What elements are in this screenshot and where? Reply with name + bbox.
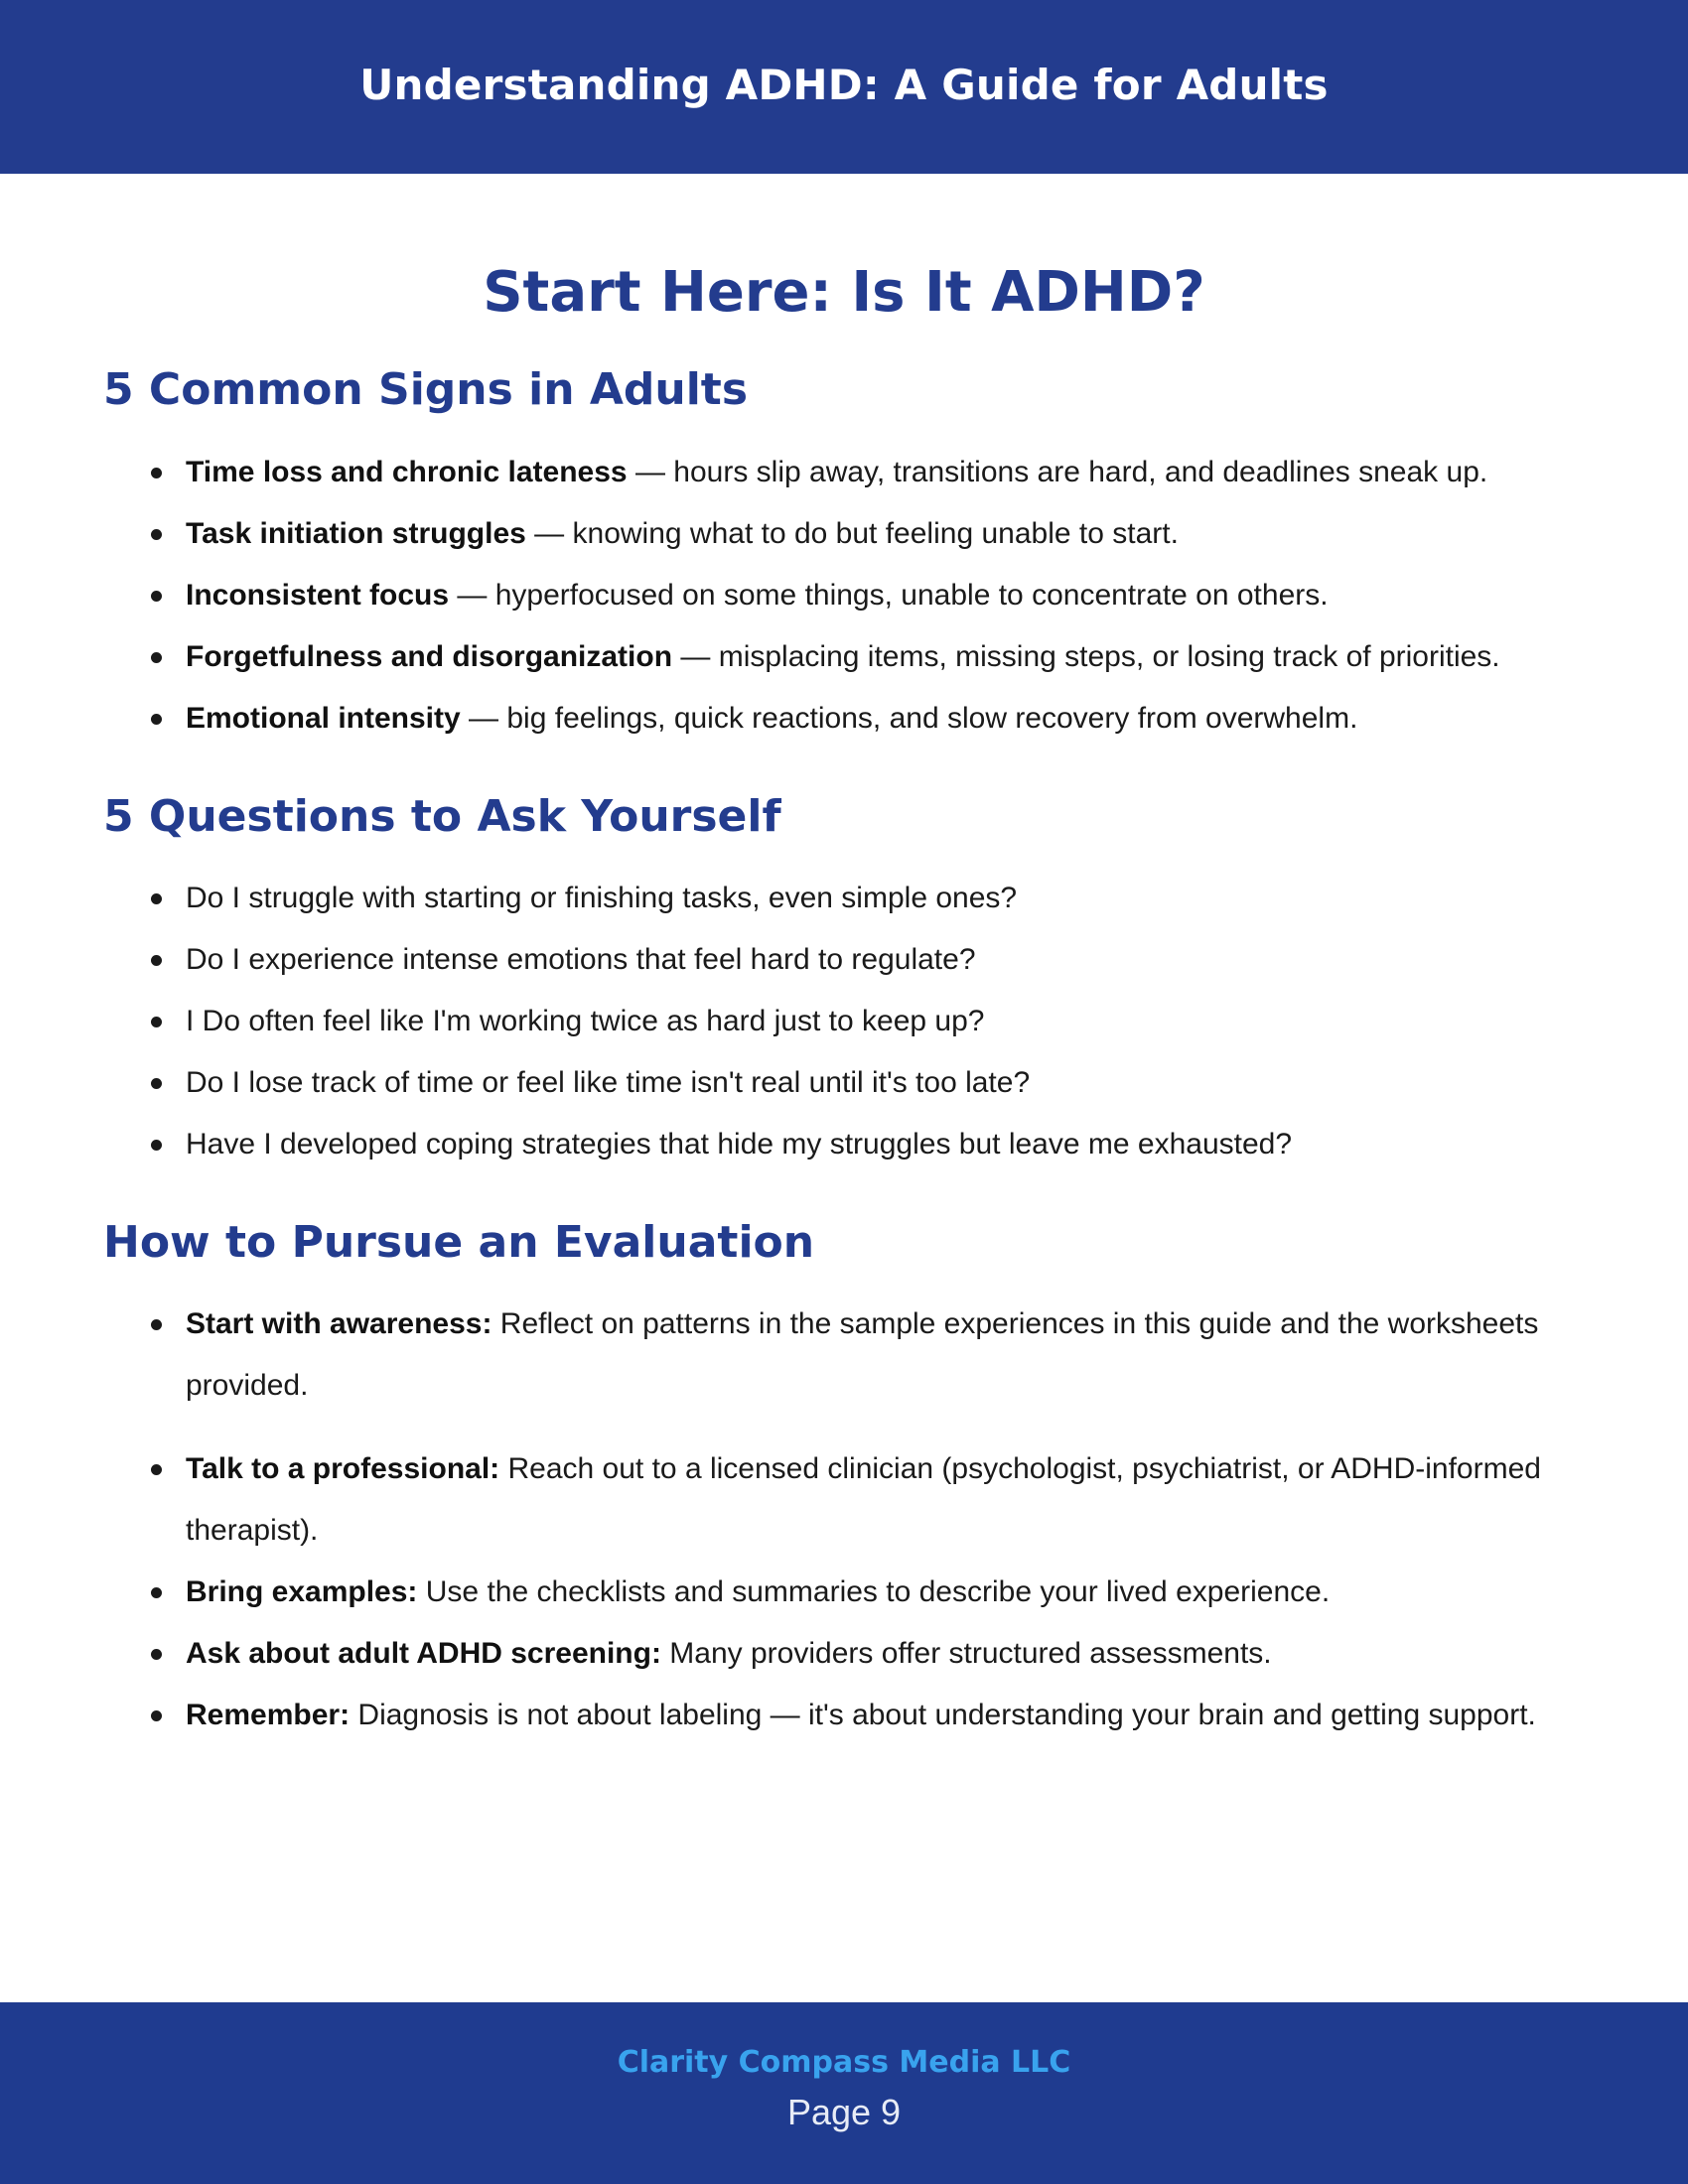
list-item-bold: Emotional intensity [186, 702, 461, 735]
bullet-icon [151, 1710, 162, 1721]
questions-list [0, 868, 1688, 1175]
bullet-icon [151, 652, 162, 663]
list-item-text: — big feelings, quick reactions, and slow recovery from overwhelm. [460, 702, 1358, 735]
list-item-text: Many providers offer structured assessments. [660, 1637, 1272, 1670]
signs-heading: 5 Common Signs in Adults [103, 364, 749, 415]
list-item [0, 991, 1688, 1052]
list-item [0, 626, 1688, 688]
footer-company-name: Clarity Compass Media LLC [617, 2045, 1071, 2080]
list-item [0, 929, 1688, 991]
list-item-text: — misplacing items, missing steps, or losing track of priorities. [672, 640, 1500, 673]
list-item-bold: Time loss and chronic lateness [186, 456, 628, 488]
bullet-icon [151, 529, 162, 540]
list-item-bold: Forgetfulness and disorganization [186, 640, 673, 673]
bullet-icon [151, 714, 162, 725]
list-item-text: — hours slip away, transitions are hard, and deadlines sneak up. [627, 456, 1488, 488]
list-item [0, 1685, 1688, 1746]
bullet-icon [151, 1649, 162, 1660]
bullet-icon [151, 468, 162, 478]
page-number: Page 9 [786, 2092, 902, 2132]
questions-heading: 5 Questions to Ask Yourself [103, 791, 781, 842]
list-item-bold: Inconsistent focus [186, 579, 450, 612]
list-item-bold: Task initiation struggles [186, 517, 526, 550]
page-title: Start Here: Is It ADHD? [483, 260, 1205, 325]
bullet-icon [151, 1078, 162, 1089]
signs-list [0, 442, 1688, 750]
list-item [0, 1114, 1688, 1175]
list-item [0, 565, 1688, 626]
bullet-icon [151, 1464, 162, 1475]
header-title: Understanding ADHD: A Guide for Adults [359, 61, 1329, 109]
list-item-text: Do I lose track of time or feel like time isn't real until it's too late? [186, 1066, 1031, 1099]
list-item-text: Use the checklists and summaries to describe your lived experience. [417, 1575, 1331, 1608]
list-item-bold: Ask about adult ADHD screening: [186, 1637, 661, 1670]
evaluation-list [0, 1294, 1688, 1746]
list-item-text: Do I experience intense emotions that feel hard to regulate? [186, 943, 976, 976]
list-item-text: I Do often feel like I'm working twice as hard just to keep up? [186, 1005, 985, 1037]
header-band [0, 0, 1688, 174]
evaluation-heading: How to Pursue an Evaluation [103, 1217, 815, 1268]
bullet-icon [151, 591, 162, 602]
list-item [0, 442, 1688, 503]
bullet-icon [151, 1017, 162, 1027]
bullet-icon [151, 893, 162, 904]
list-item-text: Reach out to a licensed clinician (psychologist, psychiatrist, or ADHD-informed therapist). [186, 1452, 1541, 1547]
list-item-bold: Start with awareness: [186, 1307, 492, 1340]
list-item [0, 868, 1688, 929]
list-item-text: Have I developed coping strategies that hide my struggles but leave me exhausted? [186, 1128, 1293, 1160]
list-item [0, 1294, 1688, 1417]
bullet-icon [151, 1587, 162, 1598]
list-item-bold: Talk to a professional: [186, 1452, 500, 1485]
bullet-icon [151, 1319, 162, 1330]
list-item-text: — knowing what to do but feeling unable to start. [525, 517, 1179, 550]
footer-band [0, 2002, 1688, 2184]
list-item [0, 688, 1688, 750]
list-item-text: Reflect on patterns in the sample experiences in this guide and the worksheets provided. [186, 1307, 1539, 1402]
list-item [0, 1052, 1688, 1114]
list-item [0, 1562, 1688, 1623]
list-item-bold: Remember: [186, 1699, 351, 1731]
bullet-icon [151, 955, 162, 966]
list-item [0, 1438, 1688, 1562]
list-item [0, 1623, 1688, 1685]
list-item-text: Diagnosis is not about labeling — it's about understanding your brain and getting support. [350, 1699, 1536, 1731]
list-item-text: Do I struggle with starting or finishing tasks, even simple ones? [186, 882, 1018, 914]
list-item-bold: Bring examples: [186, 1575, 418, 1608]
bullet-icon [151, 1140, 162, 1151]
list-item-text: — hyperfocused on some things, unable to concentrate on others. [449, 579, 1329, 612]
list-item [0, 503, 1688, 565]
